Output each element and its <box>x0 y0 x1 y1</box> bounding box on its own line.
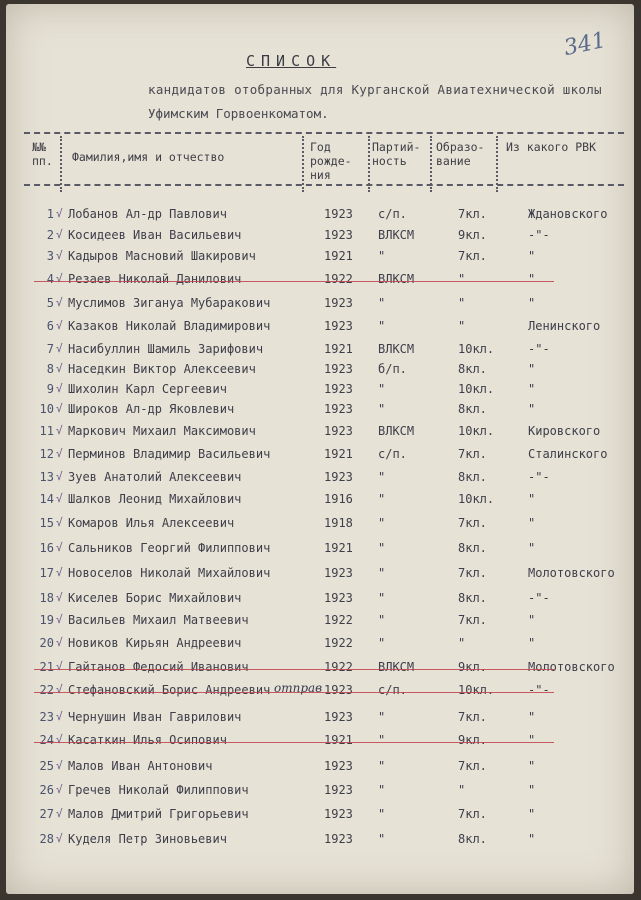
row-year: 1923 <box>324 319 353 333</box>
row-number: 16 <box>39 541 54 555</box>
row-rvk: " <box>528 541 536 555</box>
row-party: " <box>378 516 386 530</box>
row-education: " <box>458 319 466 333</box>
row-rvk: -"- <box>528 591 550 605</box>
checkmark-icon: √ <box>56 516 63 529</box>
row-year: 1922 <box>324 613 353 627</box>
table-row <box>6 207 634 227</box>
checkmark-icon: √ <box>56 541 63 554</box>
checkmark-icon: √ <box>56 636 63 649</box>
row-party: " <box>378 402 386 416</box>
checkmark-icon: √ <box>56 362 63 375</box>
row-rvk: " <box>528 807 536 821</box>
table-row <box>6 362 634 382</box>
checkmark-icon: √ <box>56 470 63 483</box>
row-name: Лобанов Ал-др Павлович <box>68 207 227 221</box>
row-name: Широков Ал-др Яковлевич <box>68 402 235 416</box>
row-education: 8кл. <box>458 591 487 605</box>
row-name: Новиков Кирьян Андреевич <box>68 636 242 650</box>
row-party: ВЛКСМ <box>378 660 415 674</box>
row-rvk: -"- <box>528 470 550 484</box>
checkmark-icon: √ <box>56 591 63 604</box>
table-row <box>6 228 634 248</box>
row-rvk: Молотовского <box>528 566 615 580</box>
row-party: " <box>378 733 386 747</box>
row-name: Шалков Леонид Михайлович <box>68 492 242 506</box>
table-row <box>6 783 634 803</box>
row-name: Гайтанов Федосий Иванович <box>68 660 249 674</box>
header-bottom-rule <box>24 184 624 186</box>
row-education: 10кл. <box>458 424 495 438</box>
row-rvk: " <box>528 613 536 627</box>
row-number: 28 <box>39 832 54 846</box>
row-year: 1922 <box>324 272 353 286</box>
row-year: 1923 <box>324 591 353 605</box>
row-name: Наседкин Виктор Алексеевич <box>68 362 256 376</box>
row-party: с/п. <box>378 447 407 461</box>
table-row <box>6 636 634 656</box>
row-name: Кадыров Масновий Шакирович <box>68 249 256 263</box>
row-education: 7кл. <box>458 249 487 263</box>
row-year: 1923 <box>324 807 353 821</box>
table-row <box>6 272 634 292</box>
checkmark-icon: √ <box>56 402 63 415</box>
table-row <box>6 402 634 422</box>
row-education: 10кл. <box>458 492 495 506</box>
row-name: Гречев Николай Филиппович <box>68 783 249 797</box>
row-name: Малов Дмитрий Григорьевич <box>68 807 249 821</box>
checkmark-icon: √ <box>56 447 63 460</box>
row-number: 4 <box>46 272 54 286</box>
row-rvk: " <box>528 759 536 773</box>
row-name: Новоселов Николай Михайлович <box>68 566 271 580</box>
header-name: Фамилия,имя и отчество <box>72 150 225 164</box>
row-rvk: " <box>528 636 536 650</box>
row-rvk: Сталинского <box>528 447 608 461</box>
row-number: 23 <box>39 710 54 724</box>
row-education: 10кл. <box>458 382 495 396</box>
row-name: Малов Иван Антонович <box>68 759 213 773</box>
row-rvk: " <box>528 296 536 310</box>
row-education: 7кл. <box>458 613 487 627</box>
row-education: 7кл. <box>458 566 487 580</box>
row-number: 7 <box>46 342 54 356</box>
column-divider <box>302 136 304 192</box>
table-row <box>6 832 634 852</box>
row-party: с/п. <box>378 207 407 221</box>
strikethrough-line <box>34 742 554 743</box>
row-education: 7кл. <box>458 447 487 461</box>
row-year: 1923 <box>324 470 353 484</box>
row-education: 7кл. <box>458 207 487 221</box>
checkmark-icon: √ <box>56 832 63 845</box>
table-row <box>6 733 634 753</box>
table-row <box>6 319 634 339</box>
row-year: 1918 <box>324 516 353 530</box>
row-number: 21 <box>39 660 54 674</box>
table-row <box>6 249 634 269</box>
document-subtitle-line1: кандидатов отобранных для Курганской Авиатехнической школы <box>148 82 602 97</box>
row-rvk: Молотовского <box>528 660 615 674</box>
row-rvk: " <box>528 733 536 747</box>
row-name: Резаев Николай Данилович <box>68 272 242 286</box>
header-year: Год рожде- ния <box>310 140 352 182</box>
row-year: 1923 <box>324 683 353 697</box>
row-year: 1921 <box>324 342 353 356</box>
row-name: Муслимов Зигануа Мубаракович <box>68 296 271 310</box>
checkmark-icon: √ <box>56 424 63 437</box>
handwritten-note: отправ <box>274 681 323 695</box>
row-party: " <box>378 541 386 555</box>
row-rvk: -"- <box>528 228 550 242</box>
row-rvk: " <box>528 249 536 263</box>
table-row <box>6 296 634 316</box>
row-education: 7кл. <box>458 759 487 773</box>
row-education: 8кл. <box>458 470 487 484</box>
row-name: Васильев Михаил Матвеевич <box>68 613 249 627</box>
document-page <box>6 4 634 894</box>
row-education: 9кл. <box>458 733 487 747</box>
checkmark-icon: √ <box>56 566 63 579</box>
row-name: Куделя Петр Зиновьевич <box>68 832 227 846</box>
row-number: 18 <box>39 591 54 605</box>
table-row <box>6 470 634 490</box>
row-education: 8кл. <box>458 541 487 555</box>
table-row <box>6 660 634 680</box>
row-rvk: Ждановского <box>528 207 608 221</box>
row-name: Стефановский Борис Андреевич <box>68 683 271 697</box>
checkmark-icon: √ <box>56 319 63 332</box>
row-party: с/п. <box>378 683 407 697</box>
header-party: Партий- ность <box>372 140 421 168</box>
row-education: 10кл. <box>458 342 495 356</box>
table-row <box>6 382 634 402</box>
table-row <box>6 710 634 730</box>
row-year: 1923 <box>324 832 353 846</box>
row-party: " <box>378 249 386 263</box>
row-number: 15 <box>39 516 54 530</box>
row-name: Сальников Георгий Филиппович <box>68 541 271 555</box>
row-party: " <box>378 382 386 396</box>
checkmark-icon: √ <box>56 683 63 696</box>
row-year: 1923 <box>324 402 353 416</box>
table-row <box>6 342 634 362</box>
row-rvk: Ленинского <box>528 319 601 333</box>
table-row <box>6 807 634 827</box>
row-rvk: " <box>528 402 536 416</box>
row-year: 1923 <box>324 759 353 773</box>
checkmark-icon: √ <box>56 207 63 220</box>
table-row <box>6 492 634 512</box>
row-number: 25 <box>39 759 54 773</box>
table-row <box>6 759 634 779</box>
strikethrough-line <box>34 669 554 670</box>
row-number: 5 <box>46 296 54 310</box>
row-year: 1923 <box>324 296 353 310</box>
row-education: 10кл. <box>458 683 495 697</box>
row-education: " <box>458 783 466 797</box>
row-rvk: -"- <box>528 342 550 356</box>
checkmark-icon: √ <box>56 660 63 673</box>
row-year: 1921 <box>324 541 353 555</box>
checkmark-icon: √ <box>56 272 63 285</box>
row-party: " <box>378 296 386 310</box>
checkmark-icon: √ <box>56 249 63 262</box>
row-party: ВЛКСМ <box>378 272 415 286</box>
column-divider <box>430 136 432 192</box>
row-year: 1916 <box>324 492 353 506</box>
table-row <box>6 516 634 536</box>
row-number: 17 <box>39 566 54 580</box>
row-party: " <box>378 832 386 846</box>
row-number: 1 <box>46 207 54 221</box>
row-number: 12 <box>39 447 54 461</box>
row-party: б/п. <box>378 362 407 376</box>
row-year: 1922 <box>324 660 353 674</box>
archive-number: 341 <box>561 27 609 62</box>
row-name: Казаков Николай Владимирович <box>68 319 271 333</box>
checkmark-icon: √ <box>56 710 63 723</box>
row-party: " <box>378 566 386 580</box>
row-year: 1923 <box>324 382 353 396</box>
row-rvk: " <box>528 362 536 376</box>
row-year: 1923 <box>324 362 353 376</box>
row-education: 7кл. <box>458 710 487 724</box>
column-divider <box>60 136 62 192</box>
row-year: 1923 <box>324 783 353 797</box>
table-row <box>6 424 634 444</box>
row-education: 7кл. <box>458 807 487 821</box>
row-name: Шихолин Карл Сергеевич <box>68 382 227 396</box>
row-rvk: " <box>528 492 536 506</box>
row-name: Комаров Илья Алексеевич <box>68 516 235 530</box>
row-rvk: " <box>528 382 536 396</box>
header-num: №№ пп. <box>32 140 53 168</box>
row-education: " <box>458 636 466 650</box>
strikethrough-line <box>34 281 554 282</box>
checkmark-icon: √ <box>56 296 63 309</box>
row-rvk: Кировского <box>528 424 601 438</box>
row-name: Маркович Михаил Максимович <box>68 424 256 438</box>
row-education: 9кл. <box>458 660 487 674</box>
row-year: 1923 <box>324 566 353 580</box>
row-number: 2 <box>46 228 54 242</box>
row-education: 9кл. <box>458 228 487 242</box>
row-name: Косидеев Иван Васильевич <box>68 228 242 242</box>
row-rvk: " <box>528 832 536 846</box>
row-party: " <box>378 783 386 797</box>
row-rvk: -"- <box>528 683 550 697</box>
row-year: 1921 <box>324 447 353 461</box>
row-number: 22 <box>39 683 54 697</box>
document-subtitle-line2: Уфимским Горвоенкоматом. <box>148 106 329 121</box>
row-year: 1923 <box>324 228 353 242</box>
row-party: " <box>378 613 386 627</box>
table-row <box>6 591 634 611</box>
row-number: 19 <box>39 613 54 627</box>
row-education: 8кл. <box>458 362 487 376</box>
row-year: 1921 <box>324 249 353 263</box>
document-title: СПИСОК <box>246 52 337 70</box>
row-year: 1923 <box>324 424 353 438</box>
checkmark-icon: √ <box>56 492 63 505</box>
row-name: Перминов Владимир Васильевич <box>68 447 271 461</box>
row-party: " <box>378 759 386 773</box>
row-number: 14 <box>39 492 54 506</box>
row-number: 26 <box>39 783 54 797</box>
row-year: 1921 <box>324 733 353 747</box>
row-party: " <box>378 807 386 821</box>
table-row <box>6 566 634 586</box>
row-party: " <box>378 470 386 484</box>
checkmark-icon: √ <box>56 342 63 355</box>
header-education: Образо- вание <box>436 140 485 168</box>
checkmark-icon: √ <box>56 783 63 796</box>
table-row <box>6 613 634 633</box>
row-party: " <box>378 591 386 605</box>
row-party: " <box>378 710 386 724</box>
row-rvk: " <box>528 272 536 286</box>
row-education: 7кл. <box>458 516 487 530</box>
row-year: 1922 <box>324 636 353 650</box>
row-rvk: " <box>528 783 536 797</box>
checkmark-icon: √ <box>56 613 63 626</box>
row-party: " <box>378 492 386 506</box>
header-rvk: Из какого РВК <box>506 140 597 154</box>
row-party: ВЛКСМ <box>378 424 415 438</box>
row-number: 13 <box>39 470 54 484</box>
table-row <box>6 541 634 561</box>
header-top-rule <box>24 132 624 134</box>
row-name: Чернушин Иван Гаврилович <box>68 710 242 724</box>
checkmark-icon: √ <box>56 228 63 241</box>
row-party: " <box>378 319 386 333</box>
row-year: 1923 <box>324 710 353 724</box>
column-divider <box>368 136 370 192</box>
table-row <box>6 447 634 467</box>
row-education: " <box>458 296 466 310</box>
row-number: 9 <box>46 382 54 396</box>
column-divider <box>496 136 498 192</box>
checkmark-icon: √ <box>56 382 63 395</box>
row-education: 8кл. <box>458 832 487 846</box>
checkmark-icon: √ <box>56 807 63 820</box>
row-name: Насибуллин Шамиль Зарифович <box>68 342 264 356</box>
row-number: 27 <box>39 807 54 821</box>
row-number: 11 <box>39 424 54 438</box>
row-number: 6 <box>46 319 54 333</box>
row-name: Зуев Анатолий Алексеевич <box>68 470 242 484</box>
row-party: ВЛКСМ <box>378 228 415 242</box>
row-number: 24 <box>39 733 54 747</box>
row-number: 8 <box>46 362 54 376</box>
row-rvk: " <box>528 516 536 530</box>
row-number: 20 <box>39 636 54 650</box>
row-party: " <box>378 636 386 650</box>
row-year: 1923 <box>324 207 353 221</box>
row-name: Киселев Борис Михайлович <box>68 591 242 605</box>
row-number: 3 <box>46 249 54 263</box>
checkmark-icon: √ <box>56 759 63 772</box>
row-number: 10 <box>39 402 54 416</box>
row-party: ВЛКСМ <box>378 342 415 356</box>
row-education: 8кл. <box>458 402 487 416</box>
checkmark-icon: √ <box>56 733 63 746</box>
row-education: " <box>458 272 466 286</box>
row-name: Касаткин Илья Осипович <box>68 733 227 747</box>
row-rvk: " <box>528 710 536 724</box>
